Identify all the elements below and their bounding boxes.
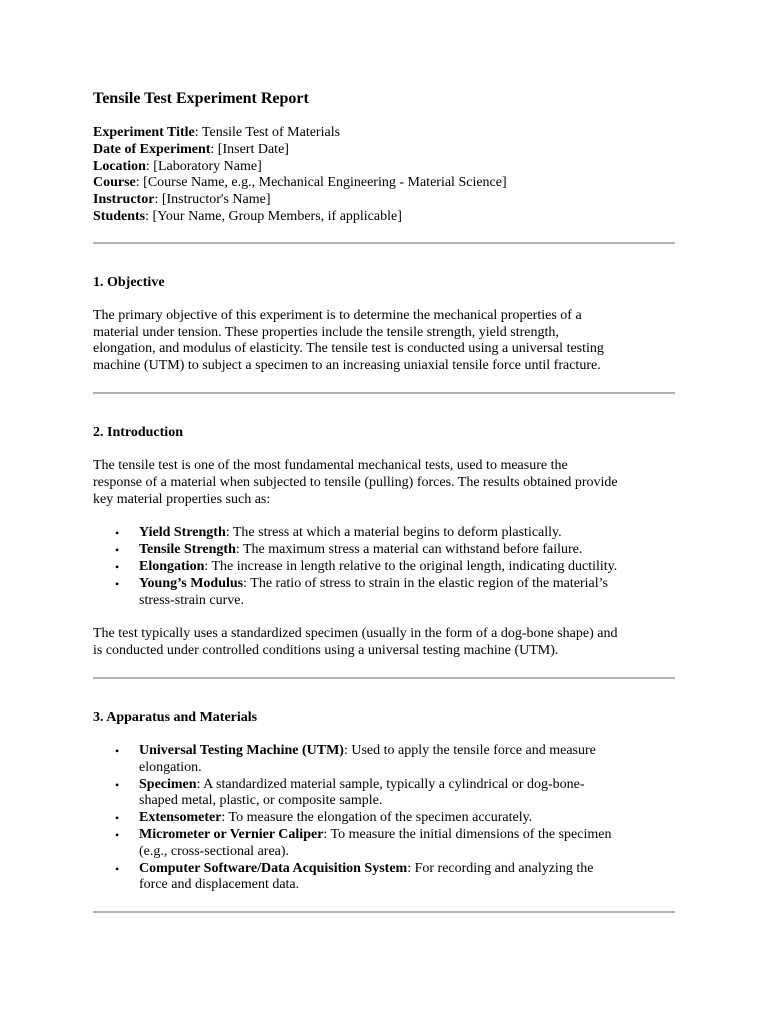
divider [93,392,675,394]
meta-instructor: Instructor: [Instructor's Name] [93,192,271,208]
meta-date: Date of Experiment: [Insert Date] [93,141,289,157]
bullet-icon: • [115,559,120,574]
meta-location: Location: [Laboratory Name] [93,158,262,174]
report-metadata [93,125,675,226]
meta-students: Students: [Your Name, Group Members, if applicable] [93,208,402,224]
list-item: • Elongation: The increase in length relative to the original length, indicating ductility. [115,558,618,574]
bullet-icon: • [115,743,120,758]
list-item: • Specimen: A standardized material sample, typically a cylindrical or dog-bone- shaped metal, plastic, or composite sample. [115,776,585,809]
bullet-icon: • [115,777,120,792]
properties-list [93,525,675,609]
section-heading-apparatus: 3. Apparatus and Materials [93,709,258,725]
apparatus-list [93,743,675,894]
objective-paragraph: The primary objective of this experiment is to determine the mechanical properties of a material under tension. These properties include the tensile strength, yield strength, elongation, and modulus of elasticity. The tensile test is conducted using a universal testing machine (UTM) to subject a specimen to an increasing uniaxial tensile force until fracture. [93,307,604,374]
divider [93,242,675,244]
bullet-icon: • [115,827,120,842]
list-item: • Tensile Strength: The maximum stress a material can withstand before failure. [115,542,583,558]
list-item: • Micrometer or Vernier Caliper: To measure the initial dimensions of the specimen (e.g., cross-sectional area). [115,826,612,859]
list-item: • Young’s Modulus: The ratio of stress to strain in the elastic region of the material’s stress-strain curve. [115,575,608,608]
list-item: • Yield Strength: The stress at which a material begins to deform plastically. [115,525,562,541]
list-item: • Computer Software/Data Acquisition System: For recording and analyzing the force and displacement data. [115,860,594,893]
divider [93,677,675,679]
introduction-paragraph: The tensile test is one of the most fundamental mechanical tests, used to measure the response of a material when subjected to tensile (pulling) forces. The results obtained provide key material properties such as: [93,457,618,507]
meta-course: Course: [Course Name, e.g., Mechanical Engineering - Material Science] [93,175,507,191]
meta-experiment-title: Experiment Title: Tensile Test of Materials [93,125,341,140]
bullet-icon: • [115,576,120,591]
bullet-icon: • [115,811,120,826]
bullet-icon: • [115,526,120,541]
bullet-icon: • [115,861,120,876]
report-title: Tensile Test Experiment Report [93,90,309,107]
introduction-closing-paragraph: The test typically uses a standardized specimen (usually in the form of a dog-bone shape) and is conducted under controlled conditions using a universal testing machine (UTM). [93,626,618,659]
list-item: • Extensometer: To measure the elongation of the specimen accurately. [115,810,533,826]
bullet-icon: • [115,543,120,558]
list-item: • Universal Testing Machine (UTM): Used to apply the tensile force and measure elongation. [115,742,596,775]
section-heading-introduction: 2. Introduction [93,424,183,440]
section-heading-objective: 1. Objective [93,274,165,290]
divider [93,911,675,913]
